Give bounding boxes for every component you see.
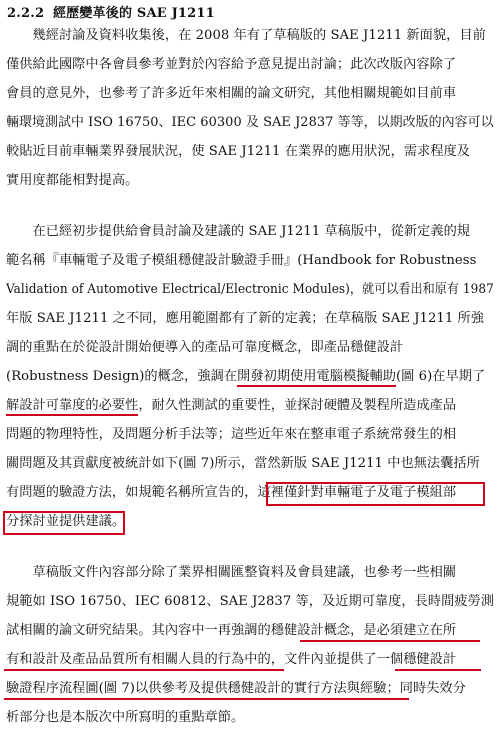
text-line: 實用度都能相對提高。 bbox=[6, 173, 139, 188]
highlight-underline-computer-simulation: 開發初期使用電腦模擬輔助 bbox=[237, 369, 396, 387]
highlight-underline-design-reliability: 解設計可靠度的必要性 bbox=[6, 398, 138, 416]
red-underline-annotation bbox=[300, 640, 480, 642]
highlight-underline-robust-design-2: 一個穩健設計 bbox=[376, 652, 457, 667]
text-span: ，文件內並提供了 bbox=[270, 652, 377, 667]
highlight-boxed-vehicle-electronics: 這裡僅針對車輛電子及電子模組部 bbox=[257, 485, 457, 500]
text-line: 較貼近目前車輛業界發展狀況，使 SAE J1211 在業界的應用狀況，需求程度及 bbox=[6, 144, 471, 159]
text-line: 草稿版文件內容部分除了業界相關匯整資料及會員建議，也參考一些相關 bbox=[6, 565, 457, 580]
text-line: 會員的意見外，也參考了許多近年來相關的論文研究，其他相關規範如目前車 bbox=[6, 86, 457, 101]
red-underline-annotation bbox=[4, 669, 284, 671]
text-line bbox=[6, 398, 456, 414]
text-line: 輛環境測試中 ISO 16750、IEC 60300 及 SAE J2837 等等，以期改版的內容可以 bbox=[6, 115, 494, 130]
text-line: Validation of Automotive Electrical/Electronic Modules)，就可以看出和原有 1987 bbox=[6, 282, 494, 297]
text-span: 有問題的驗證方法，如規範名稱所宣告的， bbox=[6, 485, 258, 500]
text-span: 。 bbox=[111, 514, 126, 529]
text-line: 關問題及其貢獻度被統計如下(圖 7)所示，當然新版 SAE J1211 中也無法囊括所 bbox=[6, 456, 480, 471]
red-underline-annotation bbox=[395, 669, 481, 671]
text-line: 析部分也是本版次中所寫明的重點章節。 bbox=[6, 710, 245, 725]
highlight-underline-robust-design: 穩健設計概念，是必須建立在所 bbox=[270, 623, 457, 638]
text-line: 範名稱『車輛電子及電子模組穩健設計驗證手冊』(Handbook for Robustness bbox=[6, 253, 477, 268]
section-title: 經歷變革後的 SAE J1211 bbox=[52, 6, 215, 21]
text-line: 規範如 ISO 16750、IEC 60812、SAE J2837 等，及近期可靠度，長時間疲勞測 bbox=[6, 594, 495, 609]
highlight-underline-personnel-behavior: 有和設計及產品品質所有相關人員的行為中的 bbox=[6, 652, 271, 667]
text-span: (Robustness Design)的概念，強調在 bbox=[6, 369, 238, 384]
section-heading bbox=[7, 2, 215, 21]
text-line bbox=[6, 485, 456, 501]
text-line: 問題的物理特性，及問題分析手法等；這些近年來在整車電子系統常發生的相 bbox=[6, 427, 457, 442]
highlight-underline-flowchart: 驗證程序流程圖(圖 7)以供參考及提供穩健設計的實行方法與經驗 bbox=[6, 681, 387, 696]
text-span: 試相關的論文研究結果。其內容中一再強調的 bbox=[6, 623, 271, 638]
text-span: ，耐久性測試的重要性，並探討硬體及製程所造成產品 bbox=[138, 398, 457, 413]
red-underline-annotation bbox=[4, 698, 409, 700]
text-span: (圖 6)在早期了 bbox=[395, 369, 486, 384]
text-line bbox=[6, 369, 485, 385]
text-line: 在已經初步提供給會員討論及建議的 SAE J1211 草稿版中，從新定義的規 bbox=[6, 224, 471, 239]
text-line: 僅供給此國際中各會員參考並對於內容給予意見提出討論；此次改版內容除了 bbox=[6, 57, 457, 72]
text-line bbox=[6, 623, 456, 639]
text-line bbox=[6, 652, 456, 668]
text-line: 調的重點在於從設計開始便導入的產品可靠度概念，即產品穩健設計 bbox=[6, 340, 404, 355]
text-span: ；同時失效分 bbox=[386, 681, 466, 696]
section-number: 2.2.2 bbox=[7, 6, 45, 21]
text-line: 幾經討論及資料收集後，在 2008 年有了草稿版的 SAE J1211 新面貌，目前 bbox=[6, 28, 486, 43]
highlight-boxed-suggestion: 分探討並提供建議 bbox=[6, 514, 112, 529]
text-line bbox=[6, 514, 125, 530]
text-line bbox=[6, 681, 466, 697]
text-line: 年版 SAE J1211 之不同，應用範圍都有了新的定義；在草稿版 SAE J1211 所強 bbox=[6, 311, 485, 326]
